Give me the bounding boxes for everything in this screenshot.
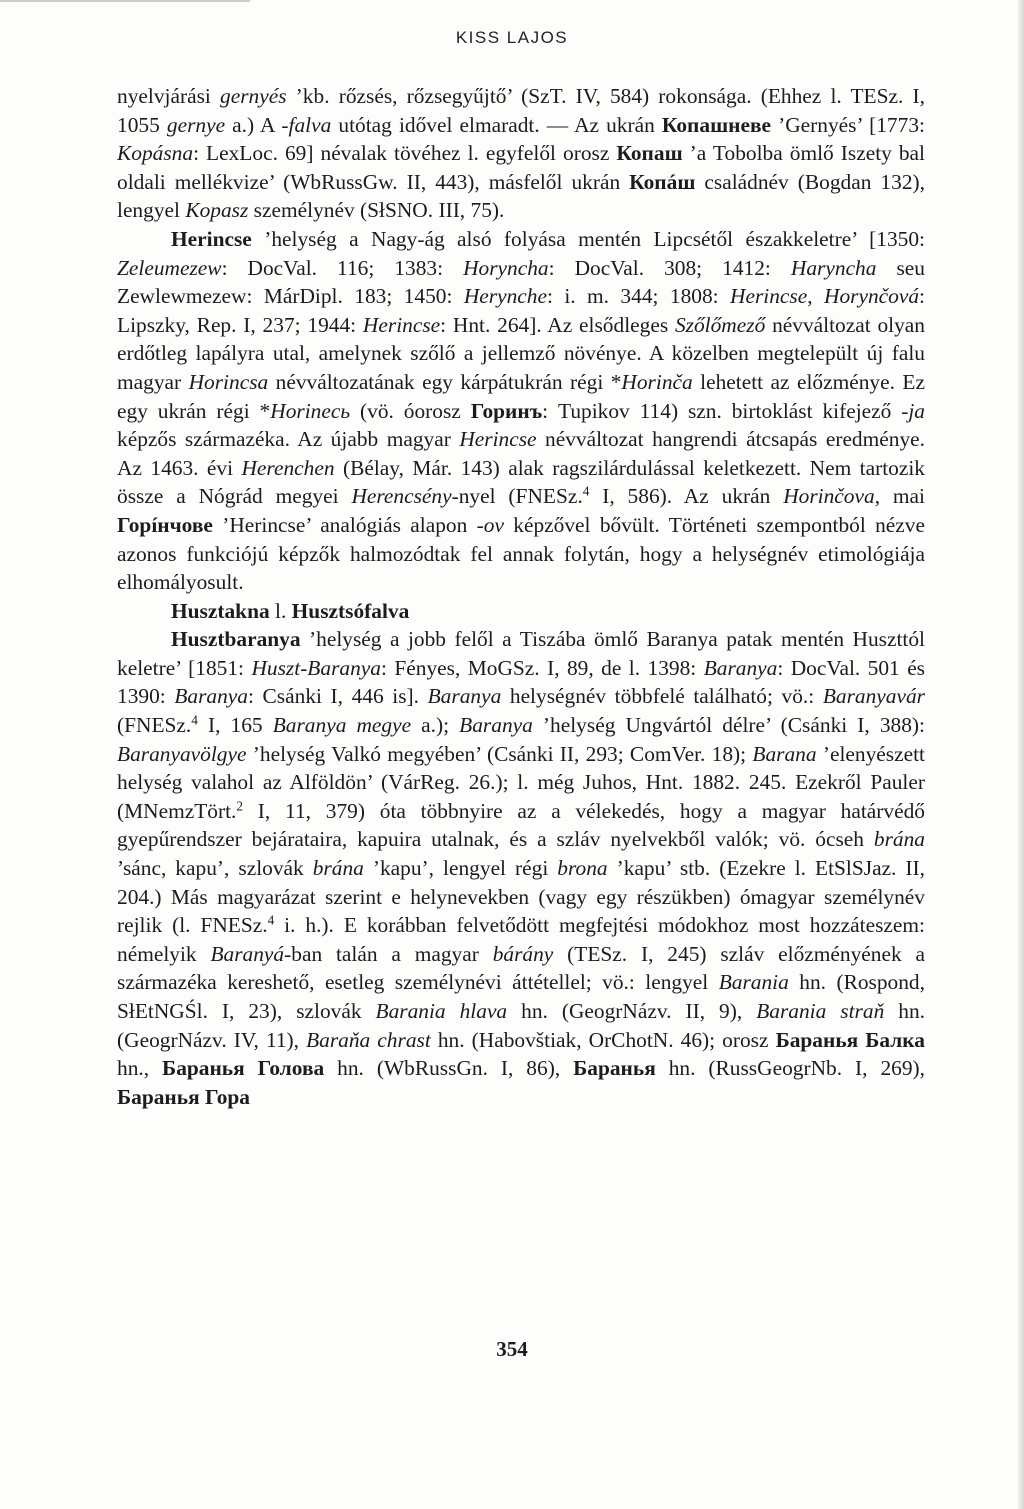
- scan-edge-top: [0, 0, 250, 2]
- dictionary-entry: Husztbaranya ’helység a jobb felől a Tiszába ömlő Baranya patak mentén Huszttól keletre’ [1851: Huszt-Baranya: Fényes, MoGSz. I, 89, de l. 1398: Baranya: DocVal. 501 és 1390: Baranya: Csánki I, 446 is]. Baranya helységnév többfelé található; vö.: Baranyavár (FNESz.$^4$ I, 165 Baranya megye a.); Baranya ’helység Ungvártól délre’ (Csánki I, 388): Baranyavölgye ’helység Valkó megyében’ (Csánki II, 293; ComVer. 18); Barana ’elenyészett helység valahol az Alföldön’ (VárReg. 26.); l. még Juhos, Hnt. 1882. 245. Ezekről Pauler (MNemzTört.$^2$ I, 11, 379) óta többnyire az a vélekedés, hogy a magyar határvédő gyepűrendszer bejárataira, kapuira utalnak, és a szláv nyelvekből valók; vö. ócseh brána ’sánc, kapu’, szlovák brána ’kapu’, lengyel régi brona ’kapu’ stb. (Ezekre l. EtSlSJaz. II, 204.) Más magyarázat szerint e helynevekben (vagy egy részükben) ómagyar személynév rejlik (l. FNESz.$^4$ i. h.). E korábban felvetődött megfejtési módokhoz most hozzáteszem: némelyik Baranyá-ban talán a magyar bárány (TESz. I, 245) szláv előzményének a származéka kereshető, esetleg személynévi áttétellel; vö.: lengyel Barania hn. (Rospond, SłEtNGŚl. I, 23), szlovák Barania hlava hn. (GeogrNázv. II, 9), Barania straň hn. (GeogrNázv. IV, 11), Baraňa chrast hn. (Habovštiak, OrChotN. 46); orosz Баранья Балка hn., Баранья Голова hn. (WbRussGn. I, 86), Баранья hn. (RussGeogrNb. I, 269), Баранья Гора: [117, 627, 926, 1109]
- page-number: 354: [496, 1337, 528, 1361]
- running-head: KISS LAJOS: [455, 28, 569, 47]
- scan-edge-right: [1018, 0, 1024, 1509]
- body-text: [117, 82, 925, 1111]
- entry-continuation: nyelvjárási gernyés ’kb. rőzsés, rőzsegyűjtő’ (SzT. IV, 584) rokonsága. (Ehhez l. TESz. I, 1055 gernye a.) A -falva utótag idővel elmaradt. — Az ukrán Копашневе ’Gernyés’ [1773: Kopásna: LexLoc. 69] névalak tövéhez l. egyfelől orosz Копаш ’a Tobolba ömlő Iszety bal oldali mellékvize’ (WbRussGw. II, 443), másfelől ukrán Копáш családnév (Bogdan 132), lengyel Kopasz személynév (SłSNO. III, 75).: [117, 84, 925, 223]
- cross-reference: Husztakna l. Husztsófalva: [171, 598, 410, 623]
- dictionary-entry: Herincse ’helység a Nagy-ág alsó folyása mentén Lipcsétől északkeletre’ [1350: Zeleumezew: DocVal. 116; 1383: Horyncha: DocVal. 308; 1412: Haryncha seu Zewlewmezew: MárDipl. 183; 1450: Herynche: i. m. 344; 1808: Herincse, Horynčová: Lipszky, Rep. I, 237; 1944: Herincse: Hnt. 264]. Az elsődleges Szőlőmező névváltozat olyan erdőtleg lapályra utal, amelynek szőlő a jellemző növénye. A közelben megtelepült új falu magyar Horincsa névváltozatának egy kárpátukrán régi *Horinča lehetett az előzménye. Ez egy ukrán régi *Horinecь (vö. óorosz Горинъ: Tupikov 114) szn. birtoklást kifejező -ja képzős származéka. Az újabb magyar Herincse névváltozat hangrendi átcsapás eredménye. Az 1463. évi Herenchen (Bélay, Már. 143) alak ragszilárdulással keletkezett. Nem tartozik össze a Nógrád megyei Herencsény-nyel (FNESz.$^4$ I, 586). Az ukrán Horinčova, mai Горíнчове ’Herincse’ analógiás alapon -ov képzővel bővült. Történeti szempontból nézve azonos funkciójú képzők halmozódtak fel annak folytán, hogy a helységnév etimológiája elhomályosult.: [117, 226, 925, 595]
